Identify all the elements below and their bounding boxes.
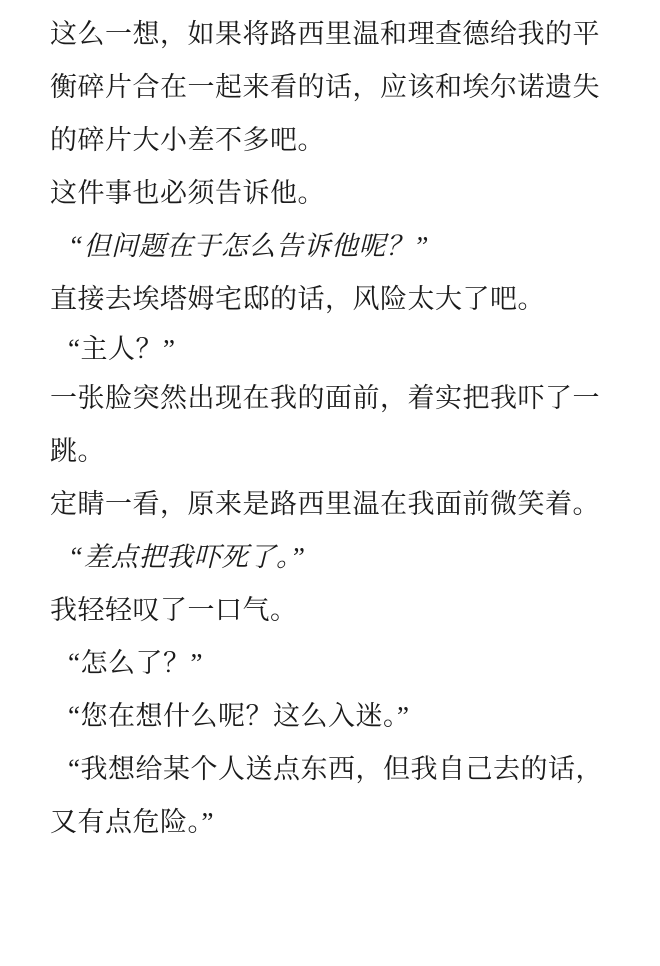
paragraph-4: 直接去埃塔姆宅邸的话，风险太大了吧。 [50,284,545,314]
paragraph-7: 定睛一看，原来是路西里温在我面前微笑着。 [50,489,600,519]
paragraph-11-speech: “您在想什么呢？这么入迷。” [68,701,410,731]
paragraph-9: 我轻轻叹了一口气。 [50,595,298,625]
paragraph-5-speech: “主人？” [68,334,176,364]
paragraph-6: 一张脸突然出现在我的面前，着实把我吓了一跳。 [50,383,600,466]
paragraph-2: 这件事也必须告诉他。 [50,178,325,208]
paragraph-12-speech: “我想给某个人送点东西，但我自己去的话，又有点危险。” [50,754,603,837]
paragraph-8-quote: “差点把我吓死了。” [68,542,306,572]
paragraph-1: 这么一想，如果将路西里温和理查德给我的平衡碎片合在一起来看的话，应该和埃尔诺遗失的碎片大小差不多吧。 [50,19,600,155]
paragraph-3-quote: “但问题在于怎么告诉他呢？” [68,231,430,261]
paragraph-10-speech: “怎么了？” [68,648,203,678]
